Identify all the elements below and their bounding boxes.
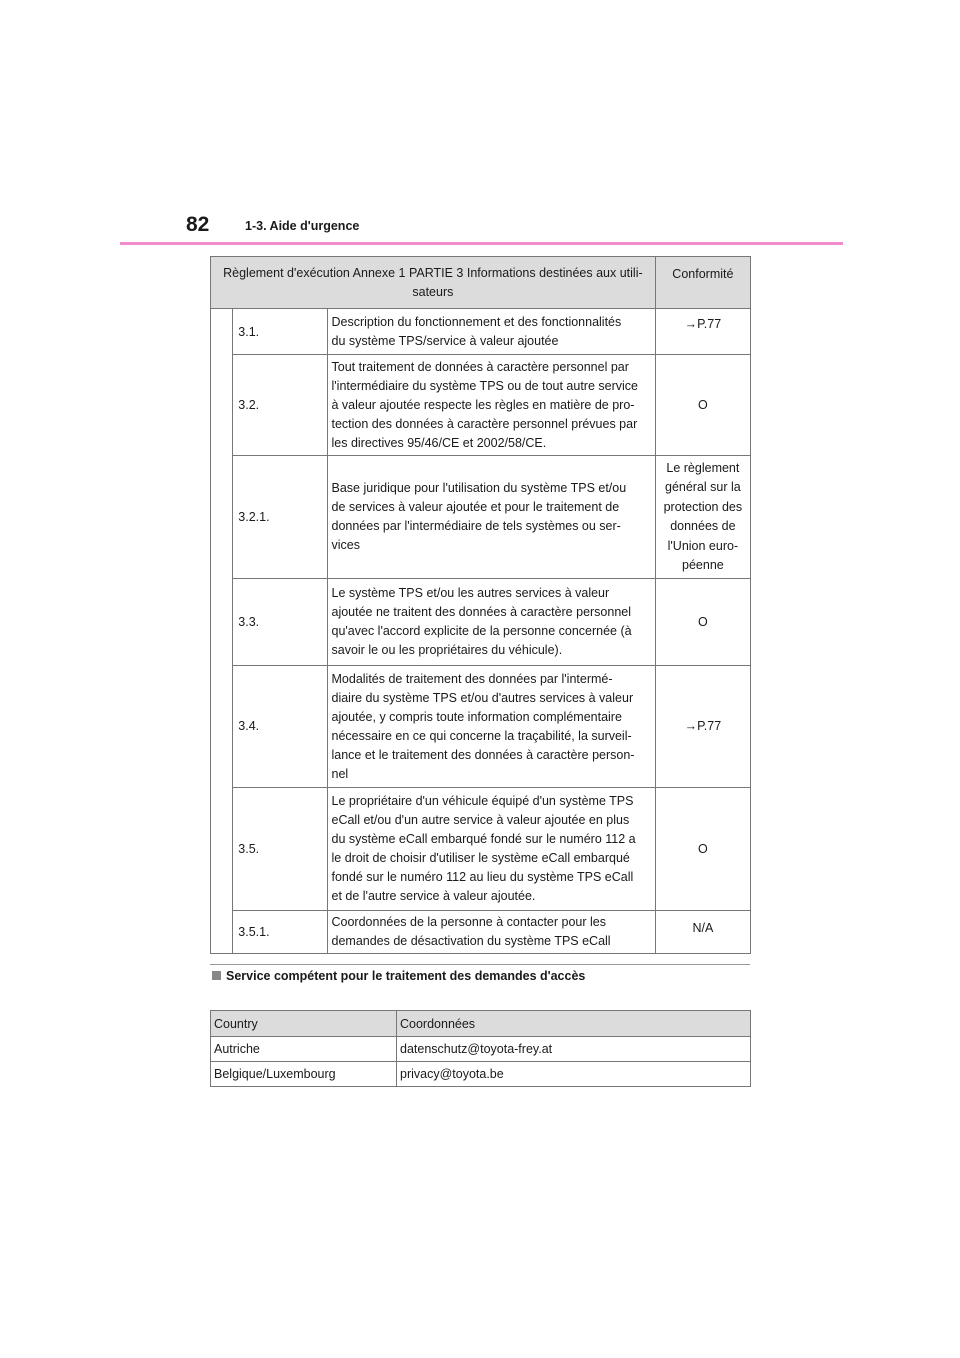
table-row xyxy=(211,911,751,954)
table-row xyxy=(211,666,751,788)
table-row xyxy=(211,1062,751,1087)
contact-cell: datenschutz@toyota-frey.at xyxy=(397,1037,751,1062)
row-conformity: N/A xyxy=(655,911,750,954)
row-description: Modalités de traitement des données par l'intermé- diaire du système TPS et/ou d'autres services à valeur ajoutée, y compris toute information complémentaire nécessaire en ce qui concerne la traçabilité, la surveil- lance et le traitement des données à caractère person- nel xyxy=(327,666,655,788)
row-number: 3.2.1. xyxy=(233,456,327,579)
country-cell: Autriche xyxy=(211,1037,397,1062)
subheading-text: Service compétent pour le traitement des demandes d'accès xyxy=(226,969,586,983)
table-row xyxy=(211,788,751,911)
square-bullet-icon xyxy=(212,971,221,980)
row-description: Base juridique pour l'utilisation du système TPS et/ou de services à valeur ajoutée et pour le traitement de données par l'intermédiaire de tels systèmes ou ser- vices xyxy=(327,456,655,579)
row-conformity: →P.77 xyxy=(655,666,750,788)
row-number: 3.1. xyxy=(233,309,327,355)
row-number: 3.4. xyxy=(233,666,327,788)
row-number: 3.5.1. xyxy=(233,911,327,954)
table-row xyxy=(211,456,751,579)
page-number: 82 xyxy=(186,213,210,236)
header-reglement: Règlement d'exécution Annexe 1 PARTIE 3 Informations destinées aux utili- sateurs xyxy=(211,257,656,309)
table-header-row xyxy=(211,257,751,309)
row-description: Le propriétaire d'un véhicule équipé d'un système TPS eCall et/ou d'un autre service à valeur ajoutée en plus du système eCall embarqué fondé sur le numéro 112 a le droit de choisir d'utiliser le système eCall embarqué fondé sur le numéro 112 au lieu du système TPS eCall et de l'autre service à valeur ajoutée. xyxy=(327,788,655,911)
section-divider xyxy=(210,964,750,965)
row-number: 3.2. xyxy=(233,355,327,456)
row-description: Tout traitement de données à caractère personnel par l'intermédiaire du système TPS ou de tout autre service à valeur ajoutée respecte les règles en matière de pro- tection des données à caractère personnel prévues par les directives 95/46/CE et 2002/58/CE. xyxy=(327,355,655,456)
row-conformity: O xyxy=(655,579,750,666)
row-conformity: →P.77 xyxy=(655,309,750,355)
regulation-table xyxy=(210,256,751,954)
header-conformite: Conformité xyxy=(655,257,750,309)
table-row xyxy=(211,309,751,355)
header-rule xyxy=(120,242,843,245)
spacer-cell xyxy=(211,309,233,954)
row-conformity: O xyxy=(655,355,750,456)
header-coordonnees: Coordonnées xyxy=(397,1011,751,1037)
header-country: Country xyxy=(211,1011,397,1037)
country-cell: Belgique/Luxembourg xyxy=(211,1062,397,1087)
subheading xyxy=(212,969,585,983)
row-description: Le système TPS et/ou les autres services à valeur ajoutée ne traitent des données à caractère personnel qu'avec l'accord explicite de la personne concernée (à savoir le ou les propriétaires du véhicule). xyxy=(327,579,655,666)
contact-cell: privacy@toyota.be xyxy=(397,1062,751,1087)
table-header-row xyxy=(211,1011,751,1037)
table-row xyxy=(211,1037,751,1062)
table-row xyxy=(211,355,751,456)
row-conformity: O xyxy=(655,788,750,911)
row-description: Description du fonctionnement et des fonctionnalités du système TPS/service à valeur ajoutée xyxy=(327,309,655,355)
row-conformity: Le règlement général sur la protection des données de l'Union euro- péenne xyxy=(655,456,750,579)
row-number: 3.5. xyxy=(233,788,327,911)
section-title: 1-3. Aide d'urgence xyxy=(245,219,360,233)
row-number: 3.3. xyxy=(233,579,327,666)
contact-table xyxy=(210,1010,751,1087)
row-description: Coordonnées de la personne à contacter pour les demandes de désactivation du système TPS eCall xyxy=(327,911,655,954)
table-row xyxy=(211,579,751,666)
